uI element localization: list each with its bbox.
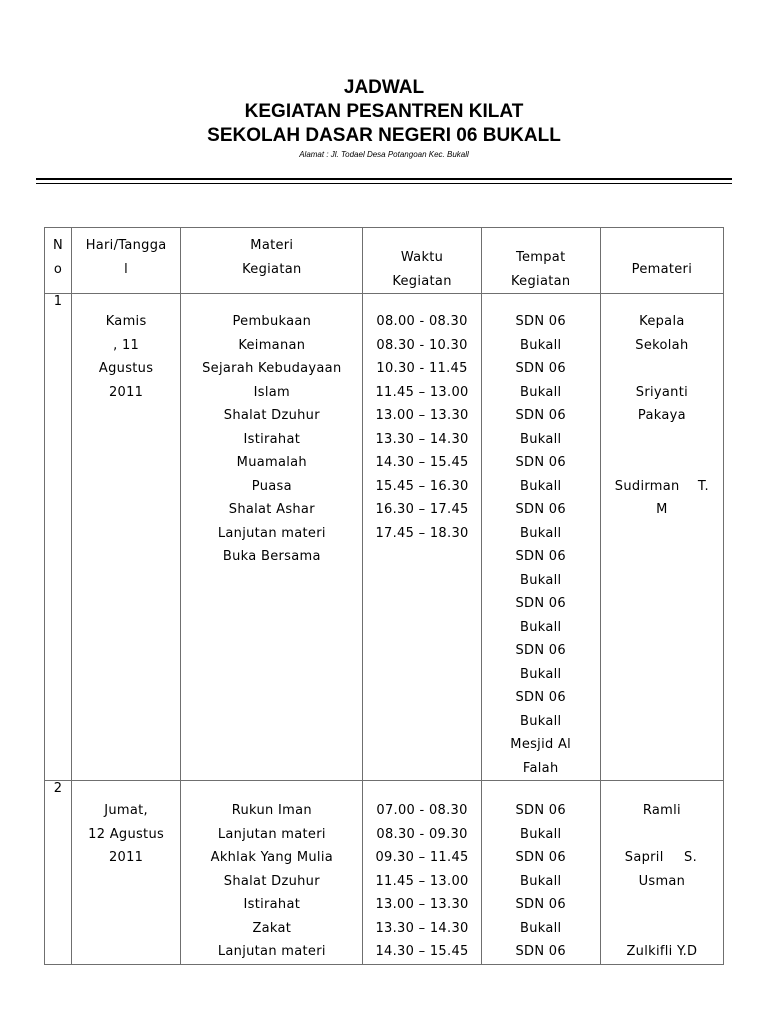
row1-materi-item: Lanjutan materi bbox=[217, 525, 326, 541]
row1-pemateri bbox=[600, 294, 723, 781]
row1-tempat-item: Bukall bbox=[519, 525, 562, 541]
row1-materi-item: Istirahat bbox=[243, 431, 301, 447]
row1-tempat-item: Bukall bbox=[519, 619, 562, 635]
address-line: Alamat : Jl. Todael Desa Potangoan Kec. Bukall bbox=[299, 150, 469, 159]
row2-pemateri-word: Sapril bbox=[624, 850, 664, 865]
title-jadwal: JADWAL bbox=[343, 77, 425, 98]
row2-tempat-item: SDN 06 bbox=[515, 897, 566, 912]
row1-hari bbox=[72, 294, 181, 781]
row1-waktu-item: 17.45 – 18.30 bbox=[375, 525, 469, 541]
row1-tempat-item: Bukall bbox=[519, 478, 562, 494]
row1-materi-item: Muamalah bbox=[236, 455, 307, 470]
table-row bbox=[45, 781, 724, 965]
row1-tempat-item: SDN 06 bbox=[515, 690, 566, 705]
row1-materi-item: Shalat Dzuhur bbox=[223, 408, 320, 423]
row1-materi-item: Sejarah Kebudayaan bbox=[202, 361, 342, 376]
header-hari bbox=[72, 228, 181, 294]
row1-pemateri-word: T. bbox=[697, 478, 709, 494]
spacer bbox=[601, 357, 723, 381]
row2-materi-item: Istirahat bbox=[243, 897, 301, 912]
row1-no: 1 bbox=[45, 294, 72, 781]
row1-hari-line: , 11 bbox=[113, 337, 140, 353]
row1-waktu-item: 15.45 – 16.30 bbox=[375, 478, 469, 494]
row2-tempat bbox=[481, 781, 600, 965]
row2-pemateri-line: Usman bbox=[638, 873, 686, 889]
row1-pemateri-line: Sriyanti bbox=[635, 384, 688, 400]
row1-tempat-item: Bukall bbox=[519, 666, 562, 682]
title-kegiatan: KEGIATAN PESANTREN KILAT bbox=[244, 101, 524, 122]
row1-materi-item: Pembukaan bbox=[232, 314, 312, 329]
row2-hari-line: Jumat, bbox=[104, 803, 148, 818]
header-rule-thick bbox=[36, 178, 732, 180]
header-materi bbox=[181, 228, 363, 294]
row2-materi-item: Lanjutan materi bbox=[217, 944, 326, 959]
row1-waktu-item: 16.30 – 17.45 bbox=[375, 502, 469, 517]
row1-tempat-item: SDN 06 bbox=[515, 408, 566, 423]
row1-tempat-item: Mesjid Al bbox=[510, 737, 572, 752]
row1-tempat-item: SDN 06 bbox=[515, 455, 566, 470]
row1-waktu-item: 10.30 - 11.45 bbox=[376, 361, 468, 376]
row1-tempat-item: Bukall bbox=[519, 572, 562, 588]
row1-materi bbox=[181, 294, 363, 781]
row2-no-value: 2 bbox=[53, 781, 63, 796]
row2-waktu-item: 11.45 – 13.00 bbox=[375, 873, 469, 889]
row1-tempat-item: SDN 06 bbox=[515, 596, 566, 611]
spacer bbox=[601, 893, 723, 917]
row2-materi-item: Akhlak Yang Mulia bbox=[210, 850, 334, 865]
row2-materi-item: Zakat bbox=[252, 920, 292, 936]
document-header bbox=[0, 76, 768, 160]
header-waktu-line1: Waktu bbox=[400, 250, 444, 265]
schedule-table bbox=[44, 227, 724, 965]
row1-waktu-item: 08.30 - 10.30 bbox=[376, 337, 468, 353]
row2-materi-item: Shalat Dzuhur bbox=[223, 873, 320, 889]
row1-pemateri-line: Sekolah bbox=[635, 337, 689, 353]
row1-materi-item: Islam bbox=[253, 384, 290, 400]
row1-tempat bbox=[481, 294, 600, 781]
row1-pemateri-line: M bbox=[656, 502, 668, 517]
header-rule-thin bbox=[36, 183, 732, 184]
row2-pemateri-line: Ramli bbox=[642, 803, 681, 818]
row2-no bbox=[45, 781, 72, 965]
row1-hari-line: Kamis bbox=[105, 314, 147, 329]
row1-pemateri-line: Pakaya bbox=[637, 408, 686, 423]
row2-hari-line: 12 Agustus bbox=[88, 826, 165, 842]
row1-materi-item: Buka Bersama bbox=[222, 549, 321, 564]
row1-tempat-item: SDN 06 bbox=[515, 361, 566, 376]
row2-tempat-item: SDN 06 bbox=[515, 803, 566, 818]
row2-materi bbox=[181, 781, 363, 965]
row2-pemateri-justified bbox=[601, 846, 723, 870]
spacer bbox=[601, 917, 723, 941]
row1-tempat-item: SDN 06 bbox=[515, 549, 566, 564]
row2-pemateri-line: Zulkifli Y.D bbox=[626, 944, 698, 959]
row2-materi-item: Rukun Iman bbox=[231, 803, 312, 818]
spacer bbox=[601, 451, 723, 475]
row2-waktu-item: 09.30 – 11.45 bbox=[375, 850, 469, 865]
row2-waktu-item: 14.30 – 15.45 bbox=[375, 944, 469, 959]
header-no-line1: N bbox=[53, 238, 64, 253]
row1-waktu-item: 13.00 – 13.30 bbox=[375, 408, 469, 423]
header-pemateri-label: Pemateri bbox=[631, 261, 693, 277]
row2-hari-line: 2011 bbox=[108, 850, 144, 865]
row1-pemateri-word: Sudirman bbox=[614, 478, 680, 494]
spacer bbox=[601, 428, 723, 452]
header-tempat-line1: Tempat bbox=[515, 250, 566, 265]
row1-tempat-item: Falah bbox=[522, 760, 559, 776]
row2-waktu-item: 07.00 - 08.30 bbox=[376, 803, 468, 818]
row2-waktu-item: 13.30 – 14.30 bbox=[375, 920, 469, 936]
row2-waktu-item: 08.30 - 09.30 bbox=[376, 826, 468, 842]
row1-materi-item: Keimanan bbox=[238, 337, 306, 353]
header-waktu bbox=[363, 228, 481, 294]
row1-waktu bbox=[363, 294, 481, 781]
header-materi-line2: Kegiatan bbox=[242, 261, 302, 277]
row1-waktu-item: 13.30 – 14.30 bbox=[375, 431, 469, 447]
row1-pemateri-justified bbox=[601, 475, 723, 499]
row1-pemateri-line: Kepala bbox=[639, 314, 685, 329]
row1-waktu-item: 08.00 - 08.30 bbox=[376, 314, 468, 329]
row2-tempat-item: SDN 06 bbox=[515, 944, 566, 959]
row1-waktu-item: 11.45 – 13.00 bbox=[375, 384, 469, 400]
header-waktu-line2: Kegiatan bbox=[392, 273, 452, 289]
table-header-row bbox=[45, 228, 724, 294]
row1-materi-item: Shalat Ashar bbox=[228, 502, 315, 517]
row2-pemateri-word: S. bbox=[684, 850, 697, 865]
header-tempat bbox=[481, 228, 600, 294]
row2-waktu-item: 13.00 – 13.30 bbox=[375, 897, 469, 912]
row2-materi-item: Lanjutan materi bbox=[217, 826, 326, 842]
header-no-line2: o bbox=[53, 261, 63, 277]
row2-pemateri bbox=[600, 781, 723, 965]
row1-tempat-item: Bukall bbox=[519, 431, 562, 447]
header-tempat-line2: Kegiatan bbox=[511, 273, 571, 289]
row1-tempat-item: Bukall bbox=[519, 713, 562, 729]
row1-hari-line: 2011 bbox=[108, 384, 144, 400]
row2-waktu bbox=[363, 781, 481, 965]
row2-hari bbox=[72, 781, 181, 965]
row1-tempat-item: Bukall bbox=[519, 384, 562, 400]
header-no bbox=[45, 228, 72, 294]
row1-tempat-item: SDN 06 bbox=[515, 314, 566, 329]
row1-tempat-item: SDN 06 bbox=[515, 643, 566, 658]
header-hari-line2: l bbox=[124, 261, 129, 277]
title-sekolah: SEKOLAH DASAR NEGERI 06 BUKALL bbox=[207, 125, 561, 146]
row1-waktu-item: 14.30 – 15.45 bbox=[375, 455, 469, 470]
spacer bbox=[601, 823, 723, 847]
row2-tempat-item: Bukall bbox=[519, 873, 562, 889]
table-row bbox=[45, 294, 724, 781]
row2-tempat-item: SDN 06 bbox=[515, 850, 566, 865]
row1-tempat-item: Bukall bbox=[519, 337, 562, 353]
row2-tempat-item: Bukall bbox=[519, 826, 562, 842]
header-pemateri bbox=[600, 228, 723, 294]
row1-hari-line: Agustus bbox=[98, 361, 154, 376]
header-hari-line1: Hari/Tangga bbox=[85, 238, 167, 253]
row1-tempat-item: SDN 06 bbox=[515, 502, 566, 517]
row1-materi-item: Puasa bbox=[251, 478, 292, 494]
header-materi-line1: Materi bbox=[250, 238, 294, 253]
row2-tempat-item: Bukall bbox=[519, 920, 562, 936]
